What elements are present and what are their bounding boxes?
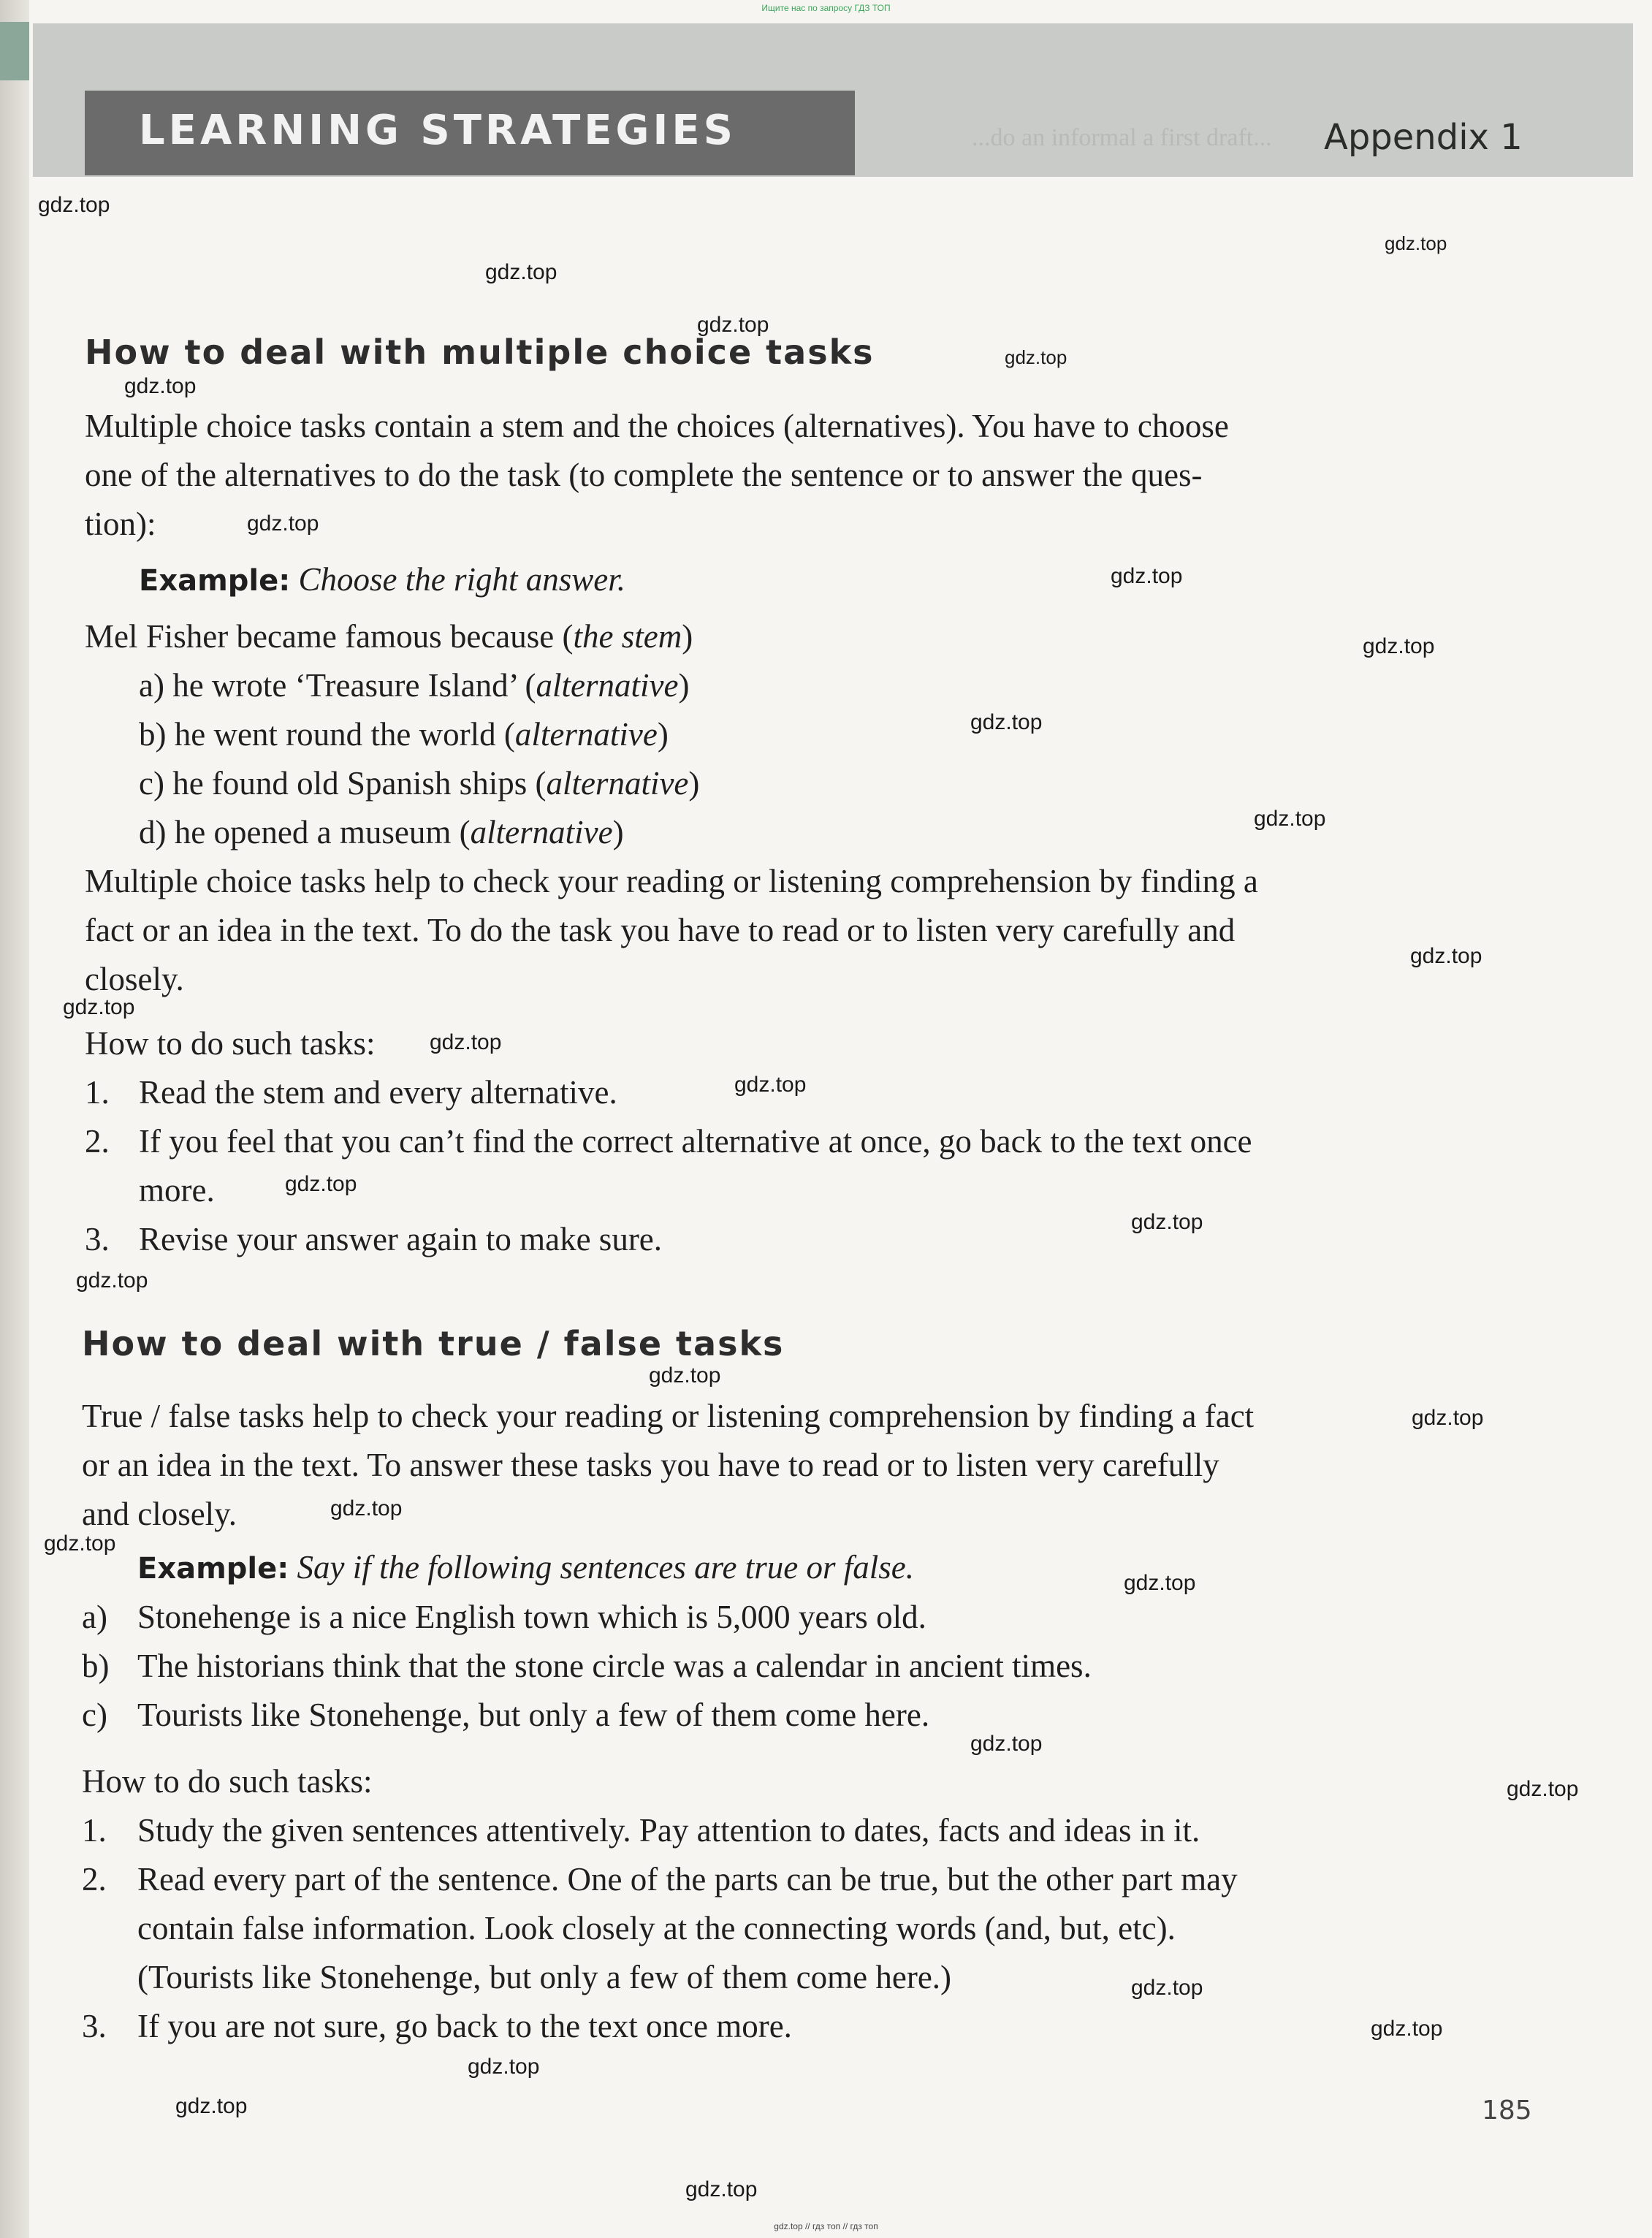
watermark-label: gdz.top: [38, 193, 110, 217]
watermark-label: gdz.top: [1507, 1777, 1579, 1801]
stem-close: ): [682, 618, 693, 655]
watermark-label: gdz.top: [63, 995, 135, 1019]
step-number: 2.: [85, 1123, 110, 1160]
section2-intro-line-1: True / false tasks help to check your reading or listening comprehension by finding a fact: [82, 1398, 1255, 1434]
page-number: 185: [1482, 2096, 1532, 2125]
watermark-label: gdz.top: [649, 1363, 721, 1388]
watermark-label: gdz.top: [1385, 232, 1447, 254]
step-number: 3.: [82, 2008, 107, 2044]
section1-step-2-line-2: more.: [139, 1172, 215, 1209]
alternative-c: [139, 759, 699, 808]
section1-example: [139, 555, 625, 606]
alternative-tag: alternative: [546, 765, 689, 802]
section2-heading: How to deal with true / false tasks: [82, 1324, 785, 1363]
alternative-text: b) he went round the world (: [139, 716, 515, 753]
section1-step-3: Revise your answer again to make sure.: [139, 1221, 663, 1257]
example-label: Example:: [139, 564, 291, 598]
section2-step-2-line-1: Read every part of the sentence. One of the parts can be true, but the other part may: [137, 1861, 1238, 1898]
statement-b: The historians think that the stone circle was a calendar in ancient times.: [137, 1648, 1092, 1684]
section2-step-2-line-2: contain false information. Look closely at the connecting words (and, but, etc).: [137, 1910, 1176, 1946]
section2-example: [137, 1543, 914, 1594]
watermark-label: gdz.top: [247, 511, 319, 536]
section1-intro-line-3: tion):: [85, 506, 156, 542]
watermark-label: gdz.top: [970, 1732, 1043, 1756]
watermark-label: gdz.top: [285, 1172, 357, 1196]
section1-step-1: Read the stem and every alternative.: [139, 1074, 617, 1111]
statement-c: Tourists like Stonehenge, but only a few of them come here.: [137, 1697, 930, 1733]
alternative-text: a) he wrote ‘Treasure Island’ (: [139, 667, 536, 704]
section2-how-to: How to do such tasks:: [82, 1763, 373, 1800]
watermark-label: gdz.top: [485, 260, 557, 284]
step-number: 3.: [85, 1221, 110, 1257]
watermark-label: gdz.top: [1005, 346, 1067, 368]
statement-a: Stonehenge is a nice English town which is 5,000 years old.: [137, 1599, 926, 1635]
alternative-text: d) he opened a museum (: [139, 814, 471, 850]
section1-intro-line-2: one of the alternatives to do the task (to complete the sentence or to answer the ques-: [85, 457, 1203, 493]
watermark-label: gdz.top: [1412, 1406, 1484, 1430]
alternative-close: ): [657, 716, 669, 753]
watermark-label: gdz.top: [1124, 1571, 1196, 1595]
watermark-label: gdz.top: [734, 1073, 807, 1097]
stem-text: Mel Fisher became famous because (: [85, 618, 574, 655]
alternative-text: c) he found old Spanish ships (: [139, 765, 547, 802]
alternative-b: [139, 710, 669, 759]
watermark-label: gdz.top: [697, 313, 769, 337]
statement-letter: c): [82, 1697, 107, 1733]
statement-letter: b): [82, 1648, 110, 1684]
watermark-label: gdz.top: [330, 1496, 403, 1520]
appendix-label: Appendix 1: [1324, 117, 1523, 158]
watermark-label: gdz.top: [430, 1030, 502, 1054]
watermark-label: gdz.top: [1371, 2017, 1443, 2041]
section1-purpose-line-2: fact or an idea in the text. To do the task you have to read or to listen very carefully and: [85, 912, 1236, 948]
bottom-watermark: gdz.top // гдз топ // гдз топ: [774, 2221, 878, 2231]
alternative-tag: alternative: [536, 667, 679, 704]
section1-intro-line-1: Multiple choice tasks contain a stem and the choices (alternatives). You have to choose: [85, 408, 1229, 444]
watermark-label: gdz.top: [1254, 807, 1326, 831]
section2-step-3: If you are not sure, go back to the text once more.: [137, 2008, 792, 2044]
step-number: 1.: [82, 1812, 107, 1849]
statement-letter: a): [82, 1599, 107, 1635]
alternative-a: [139, 661, 690, 710]
step-number: 1.: [85, 1074, 110, 1111]
alternative-close: ): [612, 814, 624, 850]
header-title: LEARNING STRATEGIES: [139, 107, 736, 154]
section2-intro-line-2: or an idea in the text. To answer these tasks you have to read or to listen very carefully: [82, 1447, 1219, 1483]
top-watermark: Ищите нас по запросу ГДЗ ТОП: [761, 3, 891, 13]
stem-sentence: [85, 612, 693, 661]
watermark-label: gdz.top: [76, 1268, 148, 1293]
watermark-label: gdz.top: [44, 1531, 116, 1556]
spine-color-tab: [0, 22, 29, 80]
watermark-label: gdz.top: [124, 374, 197, 398]
watermark-label: gdz.top: [685, 2177, 758, 2201]
watermark-label: gdz.top: [468, 2055, 540, 2079]
example-label: Example:: [137, 1552, 289, 1586]
section2-step-2-line-3: (Tourists like Stonehenge, but only a few of them come here.): [137, 1959, 952, 1995]
watermark-label: gdz.top: [175, 2094, 248, 2118]
section1-how-to: How to do such tasks:: [85, 1025, 376, 1062]
alternative-close: ): [678, 667, 690, 704]
bleed-through-text: ...do an informal a first draft...: [972, 124, 1272, 151]
watermark-label: gdz.top: [970, 710, 1043, 734]
example-instruction: Say if the following sentences are true or false.: [297, 1549, 914, 1586]
watermark-label: gdz.top: [1410, 944, 1482, 968]
watermark-label: gdz.top: [1363, 634, 1435, 658]
watermark-label: gdz.top: [1131, 1210, 1203, 1234]
step-number: 2.: [82, 1861, 107, 1898]
watermark-label: gdz.top: [1111, 564, 1183, 588]
alternative-close: ): [688, 765, 700, 802]
section1-heading: How to deal with multiple choice tasks: [85, 332, 875, 372]
alternative-tag: alternative: [470, 814, 613, 850]
example-instruction: Choose the right answer.: [298, 561, 626, 598]
section1-purpose-line-1: Multiple choice tasks help to check your reading or listening comprehension by finding a: [85, 863, 1258, 899]
watermark-label: gdz.top: [1131, 1976, 1203, 2000]
alternative-tag: alternative: [514, 716, 658, 753]
alternative-d: [139, 808, 624, 857]
section1-step-2-line-1: If you feel that you can’t find the correct alternative at once, go back to the text once: [139, 1123, 1252, 1160]
section1-purpose-line-3: closely.: [85, 961, 184, 997]
section2-step-1: Study the given sentences attentively. Pay attention to dates, facts and ideas in it.: [137, 1812, 1200, 1849]
section2-intro-line-3: and closely.: [82, 1496, 237, 1532]
stem-tag: the stem: [573, 618, 682, 655]
